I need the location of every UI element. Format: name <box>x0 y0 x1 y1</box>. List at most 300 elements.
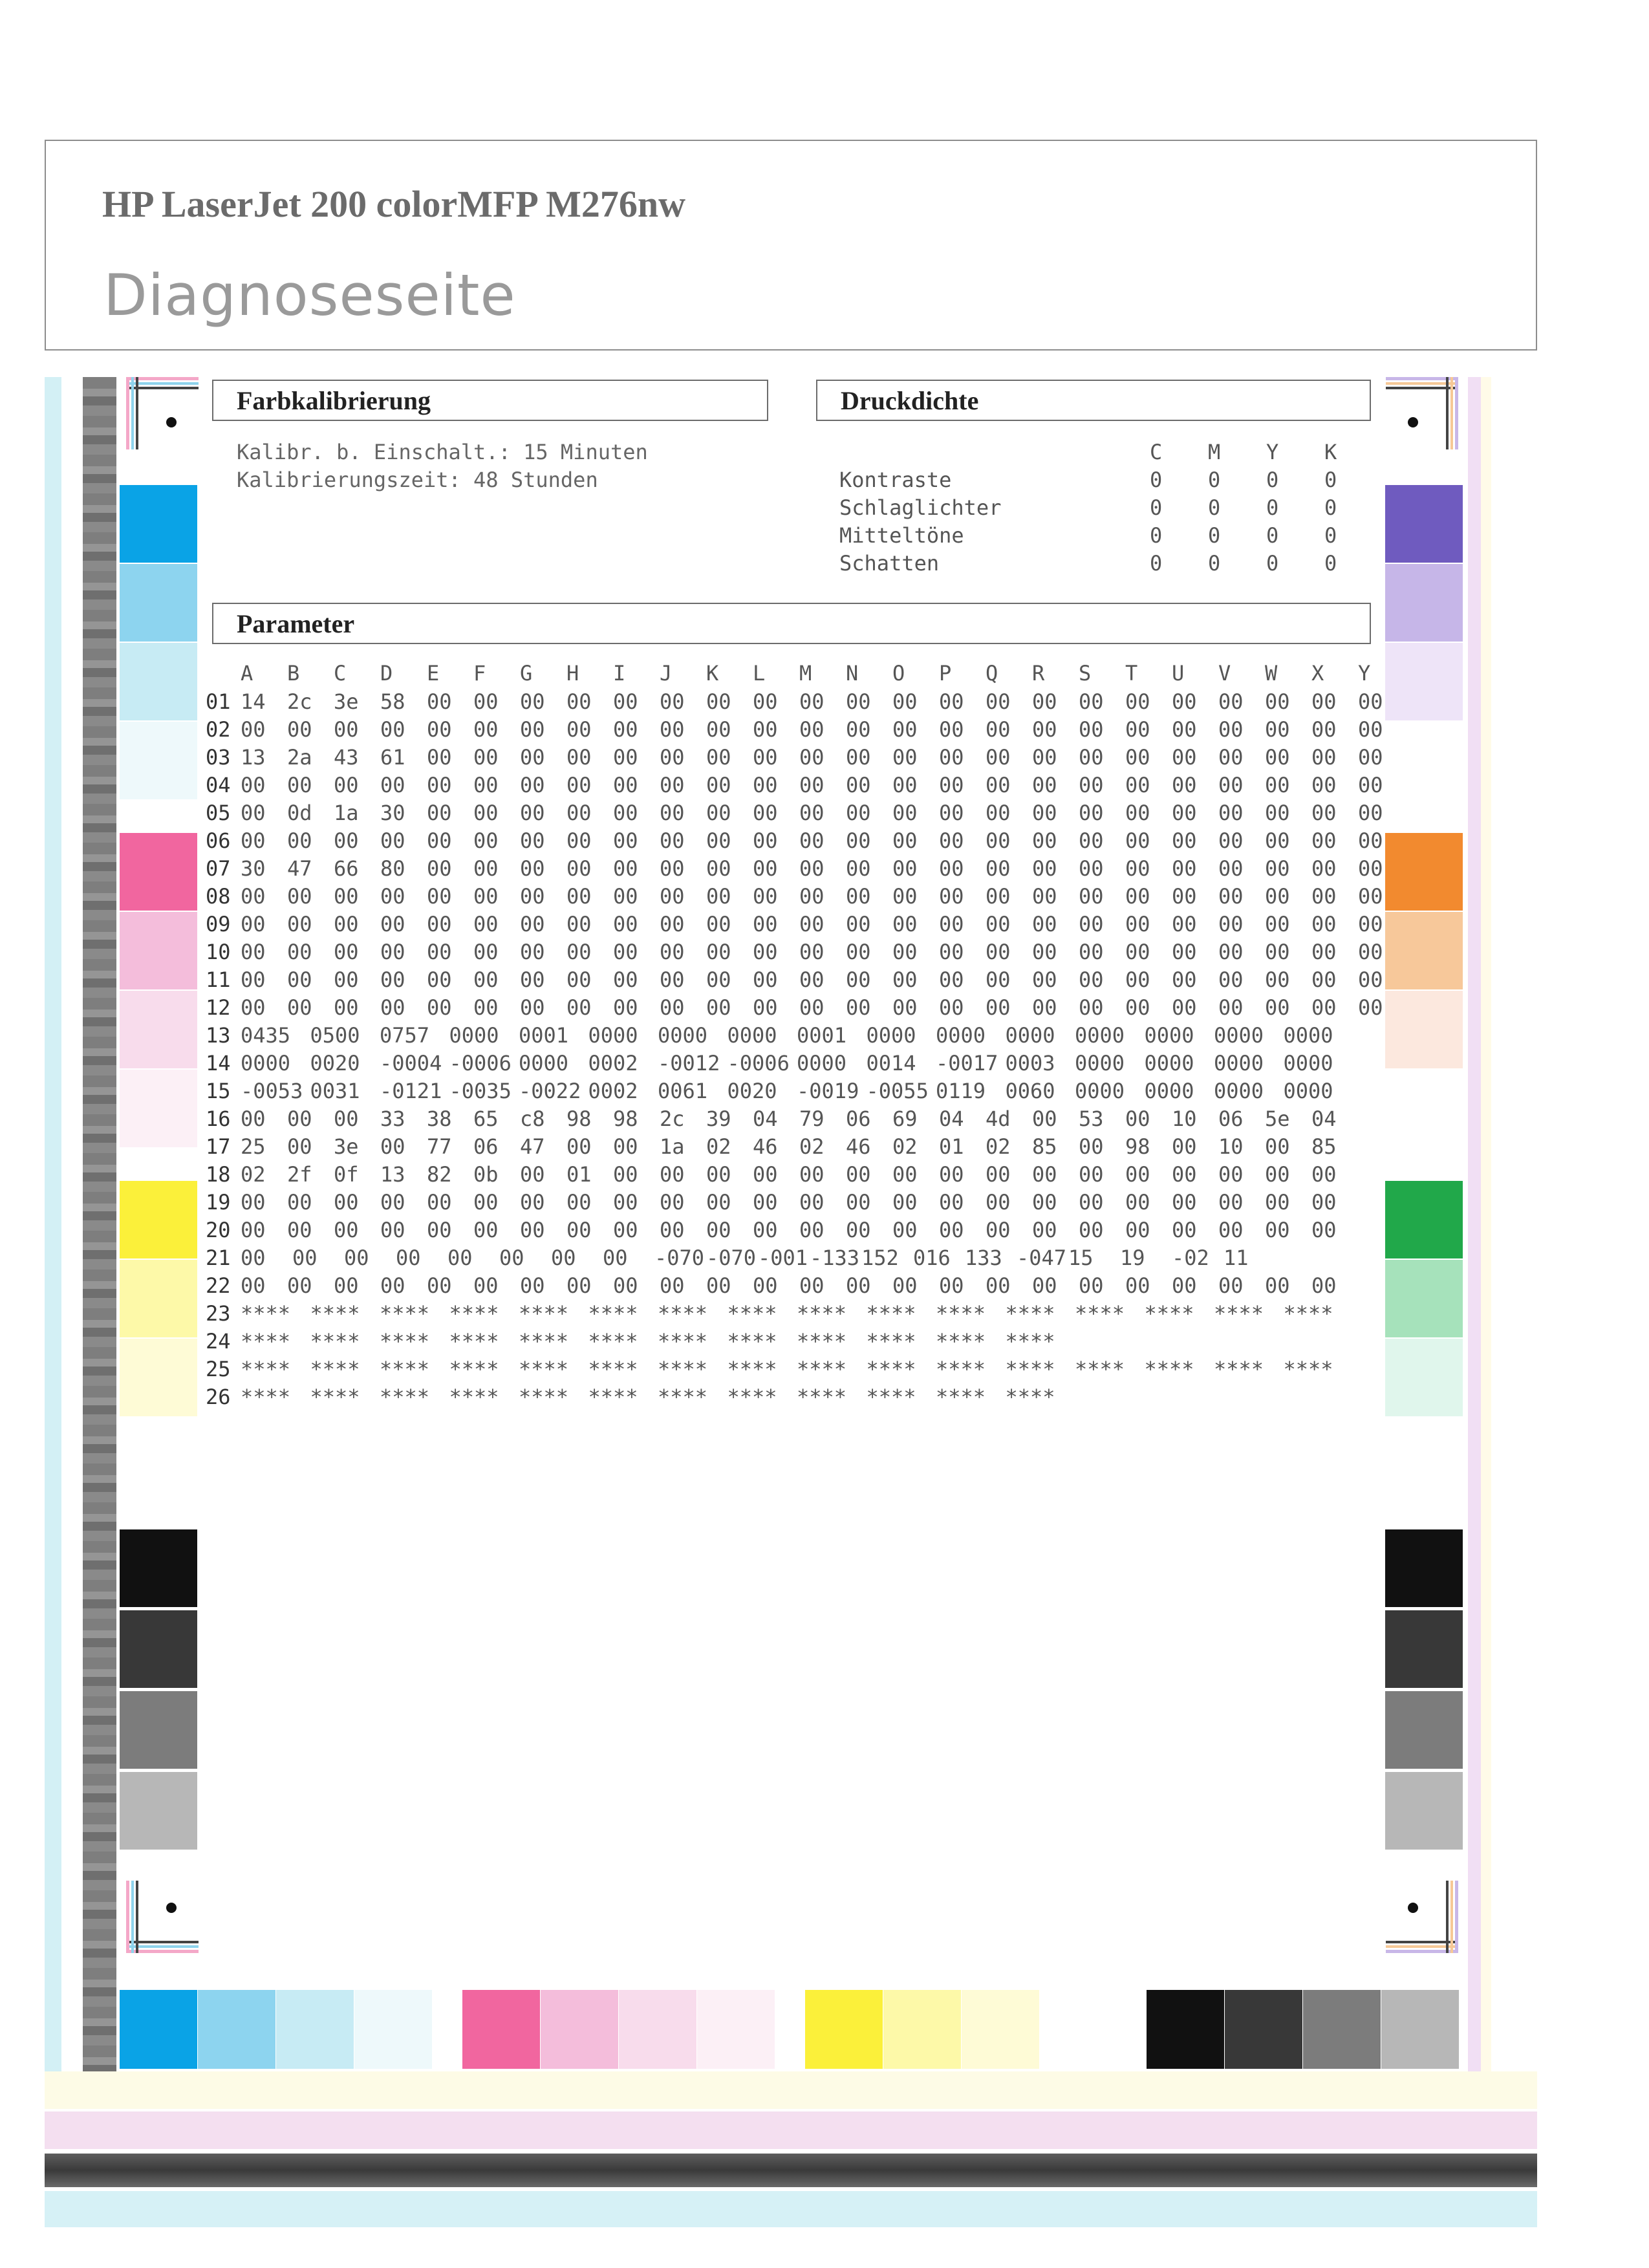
parameter-value: 00 <box>473 745 499 770</box>
parameter-value: 06 <box>473 1134 499 1159</box>
parameter-value: 00 <box>1172 995 1197 1020</box>
parameter-value: 00 <box>1032 1190 1057 1215</box>
parameter-value: 00 <box>334 773 359 797</box>
parameter-value: 11 <box>1223 1246 1249 1270</box>
parameter-row-label: 20 <box>206 1218 231 1242</box>
parameter-value: 00 <box>1032 1162 1057 1187</box>
parameter-value: 0014 <box>866 1051 916 1075</box>
parameter-value: 00 <box>1358 912 1383 936</box>
parameter-value: **** <box>1005 1385 1055 1409</box>
parameter-value: **** <box>1005 1329 1055 1354</box>
parameter-value: 0000 <box>1283 1079 1333 1103</box>
parameter-value: 00 <box>1311 773 1337 797</box>
parameter-row-label: 13 <box>206 1023 231 1048</box>
parameter-value: 0d <box>287 801 312 825</box>
parameter-value: 47 <box>520 1134 545 1159</box>
parameter-value: 00 <box>1125 801 1150 825</box>
parameter-value: 00 <box>846 801 871 825</box>
density-value: 0 <box>1150 551 1163 576</box>
parameter-value: 00 <box>1265 940 1290 964</box>
parameter-value: **** <box>519 1357 569 1381</box>
parameter-value: 00 <box>799 745 824 770</box>
parameter-column-header: J <box>660 661 673 686</box>
parameter-value: 00 <box>1172 856 1197 881</box>
parameter-value: 00 <box>334 717 359 742</box>
density-value: 0 <box>1266 468 1279 492</box>
parameter-value: 04 <box>1311 1107 1337 1131</box>
parameter-value: 00 <box>613 1162 638 1187</box>
parameter-value: 00 <box>1079 856 1104 881</box>
parameter-value: 0003 <box>1005 1051 1055 1075</box>
parameter-value: 0000 <box>241 1051 291 1075</box>
patch-yellow-75 <box>120 1260 197 1337</box>
parameter-value: 0000 <box>1005 1023 1055 1048</box>
parameter-value: 00 <box>892 801 918 825</box>
parameter-value: 00 <box>1032 967 1057 992</box>
parameter-value: 85 <box>1311 1134 1337 1159</box>
parameter-value: 00 <box>939 828 964 853</box>
density-row-label: Schlaglichter <box>839 495 1002 520</box>
parameter-value: 43 <box>334 745 359 770</box>
parameter-value: 00 <box>986 1218 1011 1242</box>
parameter-value: 00 <box>473 1190 499 1215</box>
patch-red-100 <box>1385 833 1463 911</box>
parameter-value: 00 <box>427 856 452 881</box>
parameter-value: 00 <box>1032 745 1057 770</box>
parameter-value: 00 <box>892 940 918 964</box>
parameter-value: 00 <box>1218 773 1244 797</box>
patch-magenta-50 <box>120 991 197 1068</box>
parameter-value: 0000 <box>1075 1023 1125 1048</box>
parameter-value: 00 <box>1172 967 1197 992</box>
parameter-value: 00 <box>660 1162 685 1187</box>
parameter-value: 00 <box>1172 1162 1197 1187</box>
parameter-value: 00 <box>473 1273 499 1298</box>
parameter-value: **** <box>866 1329 916 1354</box>
parameter-value: 00 <box>566 967 592 992</box>
parameter-value: 00 <box>520 940 545 964</box>
printer-model: HP LaserJet 200 colorMFP M276nw <box>102 183 686 225</box>
bottom-black-band <box>45 2154 1537 2187</box>
density-column-header: K <box>1324 440 1337 464</box>
parameter-value: 00 <box>613 1273 638 1298</box>
parameter-value: 00 <box>799 773 824 797</box>
parameter-value: 00 <box>1218 801 1244 825</box>
parameter-value: 00 <box>334 884 359 909</box>
parameter-value: 53 <box>1079 1107 1104 1131</box>
parameter-value: 00 <box>846 717 871 742</box>
parameter-value: 00 <box>986 745 1011 770</box>
parameter-value: 00 <box>241 717 266 742</box>
parameter-value: 00 <box>566 745 592 770</box>
parameter-value: 00 <box>846 884 871 909</box>
parameter-value: 00 <box>613 717 638 742</box>
right-magenta-strip <box>1468 377 1481 2071</box>
parameter-value: 00 <box>1079 1162 1104 1187</box>
parameter-value: 00 <box>799 1162 824 1187</box>
parameter-value: 00 <box>660 773 685 797</box>
parameter-value: **** <box>588 1301 638 1326</box>
parameter-value: -0035 <box>449 1079 512 1103</box>
patch-blue-50 <box>1385 643 1463 720</box>
parameter-value: 0000 <box>727 1023 777 1048</box>
density-value: 0 <box>1208 468 1221 492</box>
parameter-value: 00 <box>846 828 871 853</box>
parameter-row-label: 26 <box>206 1385 231 1409</box>
parameter-value: **** <box>310 1329 360 1354</box>
parameter-value: 00 <box>613 940 638 964</box>
parameter-value: **** <box>449 1357 499 1381</box>
parameter-value: 00 <box>566 773 592 797</box>
parameter-value: **** <box>241 1385 291 1409</box>
parameter-value: 00 <box>1125 1273 1150 1298</box>
parameter-value: 00 <box>380 1218 405 1242</box>
parameter-value: 00 <box>1265 967 1290 992</box>
parameter-row-label: 11 <box>206 967 231 992</box>
parameter-value: 4d <box>986 1107 1011 1131</box>
parameter-value: 00 <box>1079 967 1104 992</box>
parameter-value: 00 <box>241 1107 266 1131</box>
parameter-value: **** <box>797 1301 847 1326</box>
parameter-value: 00 <box>473 967 499 992</box>
parameter-value: 00 <box>846 689 871 714</box>
parameter-value: 00 <box>1172 689 1197 714</box>
parameter-value: 00 <box>1311 1218 1337 1242</box>
parameter-value: **** <box>588 1385 638 1409</box>
density-value: 0 <box>1150 468 1163 492</box>
parameter-value: 00 <box>613 1190 638 1215</box>
parameter-value: 00 <box>292 1246 318 1270</box>
parameter-row-label: 17 <box>206 1134 231 1159</box>
parameter-value: -0055 <box>866 1079 929 1103</box>
parameter-value: 00 <box>1218 1273 1244 1298</box>
parameter-value: 00 <box>892 745 918 770</box>
patch-k-25 <box>1385 1772 1463 1850</box>
parameter-value: 00 <box>427 995 452 1020</box>
density-value: 0 <box>1150 523 1163 548</box>
parameter-value: 00 <box>753 912 778 936</box>
parameter-value: **** <box>241 1329 291 1354</box>
parameter-value: 66 <box>334 856 359 881</box>
parameter-value: 00 <box>520 828 545 853</box>
parameter-value: 00 <box>753 856 778 881</box>
parameter-column-header: Y <box>1358 661 1371 686</box>
parameter-value: **** <box>241 1301 291 1326</box>
parameter-value: 00 <box>1172 884 1197 909</box>
parameter-value: -070 <box>706 1246 757 1270</box>
parameter-value: 00 <box>1125 1107 1150 1131</box>
parameter-value: -047 <box>1017 1246 1067 1270</box>
parameter-value: 00 <box>939 967 964 992</box>
parameter-value: 0000 <box>1075 1051 1125 1075</box>
parameter-value: 0000 <box>1283 1051 1333 1075</box>
parameter-value: **** <box>658 1329 708 1354</box>
parameter-value: 39 <box>706 1107 731 1131</box>
patch-green-75 <box>1385 1260 1463 1337</box>
parameter-value: -0053 <box>241 1079 303 1103</box>
hpatch-magenta-25 <box>697 1990 775 2069</box>
parameter-value: **** <box>936 1329 986 1354</box>
parameter-value: **** <box>727 1385 777 1409</box>
patch-magenta-100 <box>120 833 197 911</box>
parameter-value: 00 <box>603 1246 628 1270</box>
parameter-value: 00 <box>1265 912 1290 936</box>
parameter-value: 00 <box>520 1273 545 1298</box>
density-column-header: M <box>1208 440 1221 464</box>
parameter-value: 00 <box>1079 1134 1104 1159</box>
parameter-row-label: 25 <box>206 1357 231 1381</box>
registration-mark-bottom-right-icon <box>1386 1881 1458 1953</box>
parameter-row-label: 06 <box>206 828 231 853</box>
parameter-value: 00 <box>1358 856 1383 881</box>
parameter-column-header: H <box>566 661 579 686</box>
patch-black-75 <box>120 1610 197 1688</box>
parameter-value: 00 <box>334 1190 359 1215</box>
parameter-value: 0020 <box>727 1079 777 1103</box>
parameter-value: 00 <box>334 1107 359 1131</box>
density-value: 0 <box>1324 468 1337 492</box>
parameter-row-label: 03 <box>206 745 231 770</box>
parameter-value: 2c <box>660 1107 685 1131</box>
parameter-value: 00 <box>427 773 452 797</box>
parameter-value: 00 <box>1311 884 1337 909</box>
parameter-value: 04 <box>939 1107 964 1131</box>
parameter-value: 00 <box>1218 689 1244 714</box>
parameter-value: 00 <box>613 689 638 714</box>
parameter-value: 00 <box>241 801 266 825</box>
density-value: 0 <box>1208 495 1221 520</box>
parameter-value: 00 <box>334 1273 359 1298</box>
parameter-value: 00 <box>520 1162 545 1187</box>
parameter-value: 00 <box>1311 995 1337 1020</box>
parameter-value: 00 <box>473 912 499 936</box>
parameter-value: **** <box>727 1329 777 1354</box>
parameter-value: 58 <box>380 689 405 714</box>
parameter-value: **** <box>658 1357 708 1381</box>
parameter-value: 00 <box>706 689 731 714</box>
parameter-value: 00 <box>566 1190 592 1215</box>
parameter-value: 00 <box>1125 773 1150 797</box>
parameter-value: 00 <box>1311 856 1337 881</box>
parameter-value: 00 <box>846 912 871 936</box>
druckdichte-title: Druckdichte <box>841 386 979 415</box>
parameter-value: **** <box>1144 1357 1194 1381</box>
parameter-value: 00 <box>380 912 405 936</box>
parameter-value: 00 <box>287 1190 312 1215</box>
parameter-value: 00 <box>706 912 731 936</box>
parameter-value: 0000 <box>866 1023 916 1048</box>
parameter-value: 00 <box>520 884 545 909</box>
parameter-value: 00 <box>1032 828 1057 853</box>
parameter-value: 00 <box>1218 1162 1244 1187</box>
patch-magenta-25 <box>120 1070 197 1147</box>
parameter-value: -02 <box>1172 1246 1209 1270</box>
parameter-value: 00 <box>380 1190 405 1215</box>
parameter-column-header: F <box>473 661 486 686</box>
parameter-value: 00 <box>1079 912 1104 936</box>
parameter-value: 47 <box>287 856 312 881</box>
parameter-value: -0006 <box>449 1051 512 1075</box>
parameter-value: **** <box>310 1385 360 1409</box>
parameter-value: 00 <box>1265 1190 1290 1215</box>
parameter-value: 00 <box>892 995 918 1020</box>
parameter-value: 00 <box>1311 828 1337 853</box>
parameter-value: 0b <box>473 1162 499 1187</box>
parameter-value: 00 <box>939 856 964 881</box>
right-yellow-strip <box>1481 377 1491 2071</box>
parameter-value: 00 <box>753 1273 778 1298</box>
parameter-value: 00 <box>1172 828 1197 853</box>
parameter-value: 01 <box>939 1134 964 1159</box>
parameter-value: 00 <box>1358 940 1383 964</box>
parameter-value: -0006 <box>727 1051 790 1075</box>
parameter-value: 00 <box>344 1246 369 1270</box>
density-column-header: C <box>1150 440 1163 464</box>
parameter-value: 0500 <box>310 1023 360 1048</box>
parameter-value: 00 <box>753 689 778 714</box>
parameter-value: 00 <box>613 1218 638 1242</box>
parameter-value: 00 <box>499 1246 524 1270</box>
parameter-value: 00 <box>1125 1218 1150 1242</box>
parameter-value: 00 <box>566 912 592 936</box>
density-value: 0 <box>1208 523 1221 548</box>
parameter-value: 00 <box>566 828 592 853</box>
parameter-column-header: L <box>753 661 766 686</box>
parameter-value: 00 <box>986 828 1011 853</box>
density-row-label: Schatten <box>839 551 940 576</box>
parameter-value: 00 <box>1125 995 1150 1020</box>
parameter-value: 00 <box>1311 1273 1337 1298</box>
parameter-value: 00 <box>753 940 778 964</box>
parameter-value: **** <box>449 1385 499 1409</box>
parameter-value: 00 <box>1032 689 1057 714</box>
patch-yellow-50 <box>120 1339 197 1416</box>
parameter-value: 00 <box>1125 967 1150 992</box>
parameter-value: 00 <box>287 1107 312 1131</box>
parameter-value: 00 <box>613 967 638 992</box>
parameter-value: 00 <box>1265 1273 1290 1298</box>
density-value: 0 <box>1324 551 1337 576</box>
parameter-value: 00 <box>892 884 918 909</box>
parameter-value: 00 <box>1265 1134 1290 1159</box>
parameter-value: 00 <box>753 801 778 825</box>
parameter-value: 00 <box>1265 801 1290 825</box>
patch-cyan-75 <box>120 564 197 642</box>
parameter-value: 00 <box>986 801 1011 825</box>
parameter-value: 25 <box>241 1134 266 1159</box>
parameter-value: 00 <box>1265 745 1290 770</box>
parameter-value: 00 <box>427 745 452 770</box>
parameter-value: 0000 <box>1214 1051 1264 1075</box>
parameter-value: 00 <box>1125 1162 1150 1187</box>
parameter-value: 00 <box>1265 828 1290 853</box>
parameter-column-header: O <box>892 661 905 686</box>
parameter-value: 02 <box>892 1134 918 1159</box>
parameter-value: 00 <box>753 828 778 853</box>
parameter-value: 00 <box>986 1273 1011 1298</box>
parameter-column-header: T <box>1125 661 1138 686</box>
parameter-value: 00 <box>1311 940 1337 964</box>
parameter-value: 00 <box>520 1218 545 1242</box>
parameter-value: 00 <box>1311 717 1337 742</box>
parameter-value: **** <box>866 1301 916 1326</box>
parameter-value: 00 <box>1172 717 1197 742</box>
parameter-value: 00 <box>613 1134 638 1159</box>
parameter-value: 00 <box>1172 1273 1197 1298</box>
parameter-value: 00 <box>1358 828 1383 853</box>
parameter-value: 00 <box>939 912 964 936</box>
parameter-value: 00 <box>287 884 312 909</box>
parameter-value: 00 <box>551 1246 576 1270</box>
parameter-value: 00 <box>1032 912 1057 936</box>
parameter-value: 00 <box>1172 912 1197 936</box>
parameter-value: 00 <box>1125 717 1150 742</box>
parameter-value: 00 <box>427 884 452 909</box>
parameter-value: **** <box>1075 1357 1125 1381</box>
parameter-value: 00 <box>892 1162 918 1187</box>
parameter-value: 00 <box>427 912 452 936</box>
parameter-value: 00 <box>520 912 545 936</box>
hpatch-magenta-50 <box>619 1990 696 2069</box>
parameter-value: 00 <box>1172 745 1197 770</box>
parameter-value: 00 <box>799 1190 824 1215</box>
parameter-value: 00 <box>1172 940 1197 964</box>
parameter-value: 06 <box>1218 1107 1244 1131</box>
parameter-value: **** <box>727 1357 777 1381</box>
parameter-value: 00 <box>706 856 731 881</box>
page-title: Diagnoseseite <box>103 262 516 329</box>
parameter-value: 0119 <box>936 1079 986 1103</box>
parameter-value: 00 <box>427 717 452 742</box>
parameter-value: **** <box>1005 1357 1055 1381</box>
parameter-value: -070 <box>654 1246 705 1270</box>
parameter-value: 00 <box>380 1134 405 1159</box>
parameter-value: 15 <box>1068 1246 1094 1270</box>
parameter-value: 00 <box>1032 773 1057 797</box>
parameter-value: 00 <box>1311 801 1337 825</box>
parameter-column-header: D <box>380 661 393 686</box>
parameter-row-label: 23 <box>206 1301 231 1326</box>
parameter-value: 00 <box>799 717 824 742</box>
parameter-value: 00 <box>287 995 312 1020</box>
parameter-value: 98 <box>1125 1134 1150 1159</box>
patch-k-100 <box>1385 1529 1463 1607</box>
parameter-value: 00 <box>706 828 731 853</box>
parameter-value: 00 <box>334 940 359 964</box>
parameter-column-header: I <box>613 661 626 686</box>
parameter-value: 00 <box>241 912 266 936</box>
parameter-value: **** <box>310 1357 360 1381</box>
parameter-value: 00 <box>287 1273 312 1298</box>
parameter-value: 0000 <box>658 1023 708 1048</box>
parameter-value: 00 <box>427 967 452 992</box>
parameter-row-label: 01 <box>206 689 231 714</box>
parameter-value: 1a <box>660 1134 685 1159</box>
parameter-value: 00 <box>520 745 545 770</box>
parameter-value: 00 <box>1218 995 1244 1020</box>
parameter-value: 00 <box>566 1218 592 1242</box>
parameter-value: 82 <box>427 1162 452 1187</box>
parameter-value: 00 <box>1265 1162 1290 1187</box>
parameter-value: 38 <box>427 1107 452 1131</box>
parameter-value: **** <box>866 1385 916 1409</box>
parameter-value: 00 <box>473 717 499 742</box>
parameter-row-label: 24 <box>206 1329 231 1354</box>
parameter-value: 0001 <box>797 1023 847 1048</box>
parameter-value: 133 <box>965 1246 1002 1270</box>
parameter-value: 00 <box>799 884 824 909</box>
parameter-value: 0000 <box>588 1023 638 1048</box>
